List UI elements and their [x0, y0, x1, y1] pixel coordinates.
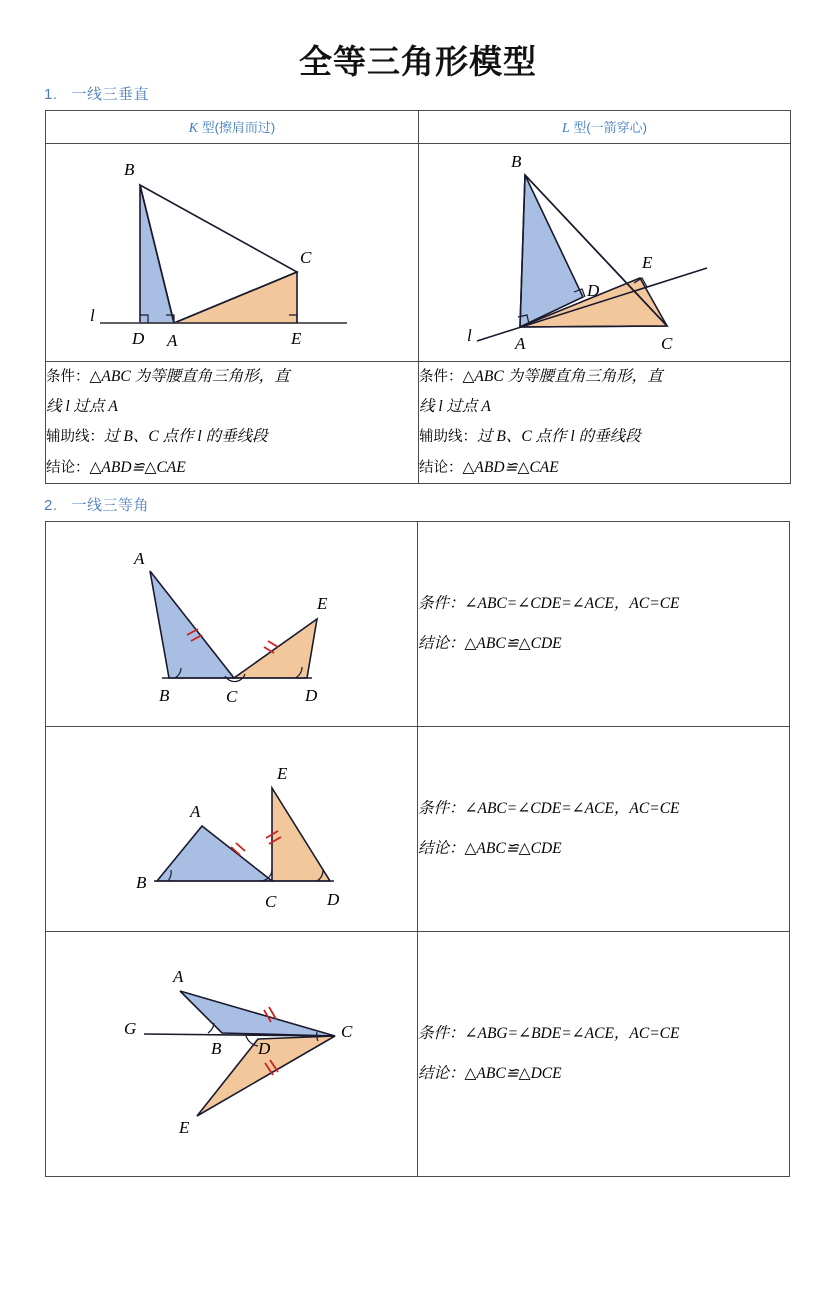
fig1-conclusion-text: 结论：△ABC≌△CDE: [418, 634, 562, 652]
cell-k-type-text: [46, 362, 419, 484]
fig2-triangle-cde: [272, 788, 330, 881]
fig2-condition: [418, 789, 789, 829]
l-triangle-abd: [520, 175, 583, 327]
table-row-descriptions: [46, 362, 791, 484]
fig2-conclusion-text: 结论：△ABC≌△CDE: [418, 839, 562, 857]
l-text-1-label: 条件：: [419, 369, 463, 385]
k-type-letter: K: [188, 121, 199, 136]
k-type-figure: [62, 145, 402, 360]
l-line-l: [477, 268, 707, 341]
fig3-label-E: E: [178, 1118, 189, 1138]
three-equal-angles-figure-1: [62, 526, 402, 721]
fig1-label-A: A: [133, 549, 144, 569]
k-text-4-label: 结论：: [46, 459, 90, 476]
fig3-conclusion: [418, 1054, 789, 1094]
table-row: [46, 931, 790, 1176]
fig3-label-C: C: [340, 1022, 352, 1042]
cell-l-type-figure: [419, 144, 791, 362]
k-label-A: A: [167, 331, 178, 350]
cell-text-3: [418, 931, 790, 1176]
k-label-E: E: [291, 329, 302, 348]
fig2-label-B: B: [135, 873, 146, 893]
fig1-label-B: B: [158, 686, 169, 706]
model-table-section-1: [45, 110, 791, 484]
table-row: [46, 726, 790, 931]
l-label-C: C: [660, 334, 672, 353]
l-label-A: A: [514, 334, 525, 353]
l-type-figure: [435, 145, 775, 360]
section-number-1: 1.: [44, 86, 58, 103]
k-label-l: l: [90, 306, 95, 325]
table-row-headers: [46, 111, 791, 144]
k-label-D: D: [132, 329, 145, 348]
section-title-1: 一线三垂直: [71, 86, 150, 103]
k-label-B: B: [124, 160, 135, 179]
cell-figure-1: [46, 521, 418, 726]
fig2-label-E: E: [276, 764, 287, 784]
k-text-line-2: [46, 392, 418, 422]
cell-text-2: [418, 726, 790, 931]
cell-k-type-figure: [46, 144, 419, 362]
fig3-label-G: G: [123, 1019, 136, 1039]
k-text-3-body: 过 B、C 点作 l 的垂线段: [104, 428, 268, 446]
table-row-figures: [46, 144, 791, 362]
fig3-condition: [418, 1014, 789, 1054]
l-text-line-4: [419, 453, 790, 483]
fig3-condition-text: 条件：∠ABG=∠BDE=∠ACE，AC=CE: [418, 1024, 680, 1042]
fig1-label-C: C: [225, 687, 237, 707]
three-equal-angles-figure-2: [62, 731, 402, 926]
k-text-4-body: △ABD≌△CAE: [89, 458, 186, 476]
l-type-heading: [419, 111, 790, 143]
table-row: [46, 521, 790, 726]
fig1-triangle-cde: [234, 619, 317, 678]
fig2-label-C: C: [264, 892, 276, 912]
cell-l-type-text: [419, 362, 791, 484]
fig1-condition: [418, 584, 789, 624]
model-table-section-2: [45, 521, 790, 1177]
k-text-2-body: 线 l 过点 A: [46, 398, 118, 416]
l-type-chinese: 型(一箭穿心): [573, 120, 647, 135]
l-text-line-3: [419, 422, 790, 452]
l-label-D: D: [586, 281, 599, 300]
l-label-E: E: [641, 253, 652, 272]
fig2-condition-text: 条件：∠ABC=∠CDE=∠ACE，AC=CE: [418, 799, 680, 817]
fig1-conclusion: [418, 624, 789, 664]
l-label-B: B: [510, 152, 521, 171]
fig2-conclusion: [418, 829, 789, 869]
l-text-1-body: △ABC 为等腰直角三角形，直: [462, 368, 663, 385]
fig3-triangle-abc: [180, 991, 335, 1036]
l-label-l: l: [466, 326, 472, 345]
cell-figure-2: [46, 726, 418, 931]
section-heading-2: [0, 484, 836, 521]
l-text-line-1: [419, 362, 790, 392]
three-equal-angles-figure-3: [62, 936, 402, 1171]
k-type-heading: [46, 111, 418, 143]
fig3-label-B: B: [210, 1039, 221, 1059]
section-title-2: 一线三等角: [71, 496, 150, 514]
l-text-line-2: [419, 392, 790, 422]
l-text-2-body: 线 l 过点 A: [419, 398, 491, 416]
l-type-letter: L: [562, 121, 570, 136]
page-title: 全等三角形模型: [299, 43, 537, 80]
fig3-conclusion-text: 结论：△ABC≌△DCE: [418, 1064, 562, 1082]
k-label-C: C: [300, 248, 312, 267]
fig1-label-D: D: [304, 686, 317, 706]
l-text-3-body: 过 B、C 点作 l 的垂线段: [477, 428, 641, 446]
fig2-label-A: A: [189, 802, 200, 822]
k-text-line-3: [46, 422, 418, 452]
l-text-4-body: △ABD≌△CAE: [462, 458, 559, 476]
fig1-triangle-abc: [150, 571, 234, 678]
l-text-4-label: 结论：: [419, 459, 463, 476]
fig2-label-D: D: [326, 890, 339, 910]
k-text-line-4: [46, 453, 418, 483]
header-cell-k-type: [46, 111, 419, 144]
fig1-condition-text: 条件：∠ABC=∠CDE=∠ACE，AC=CE: [418, 594, 680, 612]
fig1-label-E: E: [316, 594, 327, 614]
k-text-1-label: 条件：: [46, 369, 90, 385]
l-text-3-label: 辅助线：: [419, 429, 477, 446]
k-type-chinese: 型(擦肩而过): [201, 120, 276, 135]
cell-figure-3: [46, 931, 418, 1176]
fig2-triangle-abc: [157, 826, 272, 881]
page: [0, 20, 836, 1307]
fig3-label-A: A: [172, 967, 183, 987]
cell-text-1: [418, 521, 790, 726]
section-heading-1: [0, 83, 836, 110]
k-text-3-label: 辅助线：: [46, 429, 104, 446]
fig3-label-D: D: [257, 1039, 270, 1059]
header-cell-l-type: [419, 111, 791, 144]
k-text-1-body: △ABC 为等腰直角三角形，直: [89, 368, 290, 385]
k-text-line-1: [46, 362, 418, 392]
section-number-2: 2.: [44, 496, 58, 514]
